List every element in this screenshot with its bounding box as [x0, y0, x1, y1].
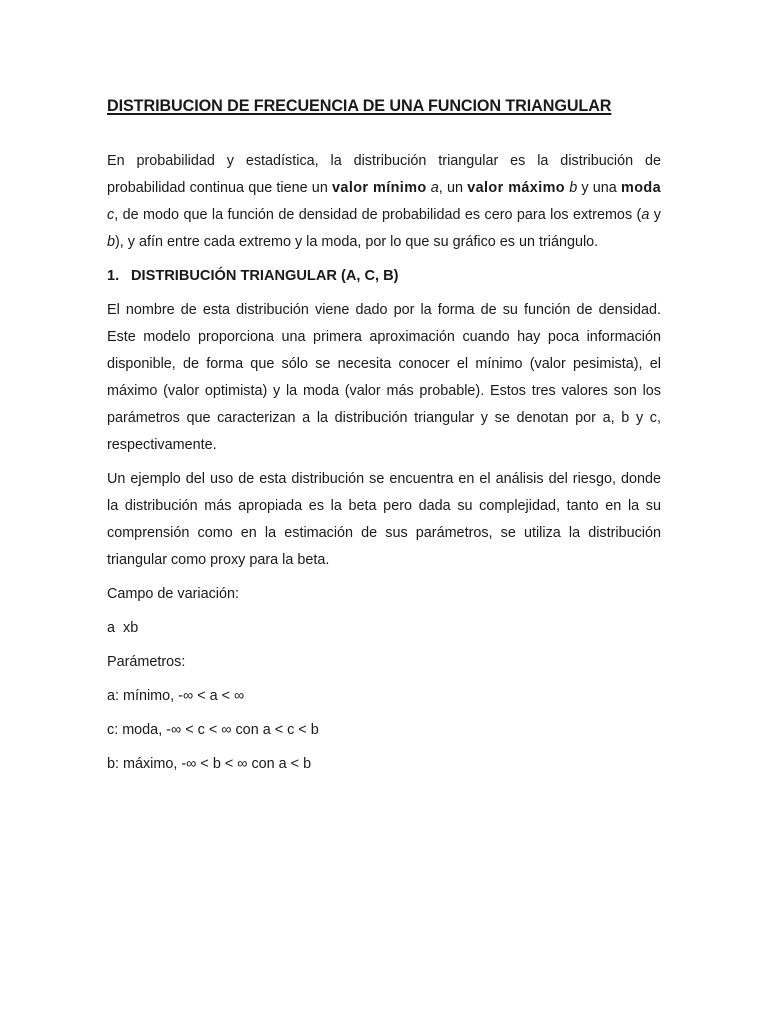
campo-label: Campo de variación: [107, 586, 239, 602]
intro-text-7: , de modo que la función de densidad de probabilidad es cero para los extremos ( [114, 207, 642, 223]
document-title: DISTRIBUCION DE FRECUENCIA DE UNA FUNCION TRIANGULAR [107, 97, 612, 115]
symbol-c: c [107, 207, 115, 223]
intro-text-8: y [649, 207, 661, 223]
symbol-a-extreme: a [641, 207, 650, 223]
symbol-b: b [569, 180, 578, 196]
intro-paragraph [107, 148, 661, 256]
symbol-a: a [430, 180, 439, 196]
section-number: 1. [107, 268, 120, 284]
intro-text-9: ), y afín entre cada extremo y la moda, por lo que su gráfico es un triángulo. [115, 234, 599, 250]
body-paragraph-2: El nombre de esta distribución viene dado por la forma de su función de densidad. Este modelo proporciona una primera aproximación cuando hay poca información disponible, de forma que sólo se necesita conocer el mínimo (valor pesimista), el máximo (valor optimista) y la moda (valor más probable). Estos tres valores son los parámetros que caracterizan a la distribución triangular y se denotan por a, b y c, respectivamente. [107, 302, 661, 453]
section-heading-text: DISTRIBUCIÓN TRIANGULAR (A, C, B) [131, 268, 399, 284]
intro-text-3: , un [438, 180, 468, 196]
param-b: b: máximo, -∞ < b < ∞ con a < b [107, 756, 312, 772]
param-a: a: mínimo, -∞ < a < ∞ [107, 688, 245, 704]
term-valor-maximo: valor máximo [467, 180, 565, 196]
campo-value: a xb [107, 620, 139, 636]
intro-text-5: y una [577, 180, 621, 196]
symbol-b-extreme: b [107, 234, 116, 250]
term-moda: moda [621, 180, 661, 196]
term-valor-minimo: valor mínimo [332, 180, 427, 196]
parametros-label: Parámetros: [107, 654, 186, 670]
param-c: c: moda, -∞ < c < ∞ con a < c < b [107, 722, 319, 738]
section-heading-1 [107, 263, 661, 290]
body-paragraph-3: Un ejemplo del uso de esta distribución se encuentra en el análisis del riesgo, donde la distribución más apropiada es la beta pero dada su complejidad, tanto en la su comprensión como en la estimación de sus parámetros, se utiliza la distribución triangular como proxy para la beta. [107, 471, 661, 568]
intro-text-1: En probabilidad y estadística, la distribución triangular es la distribución de probabilidad continua que tiene un [107, 153, 661, 196]
document-page [107, 97, 661, 785]
